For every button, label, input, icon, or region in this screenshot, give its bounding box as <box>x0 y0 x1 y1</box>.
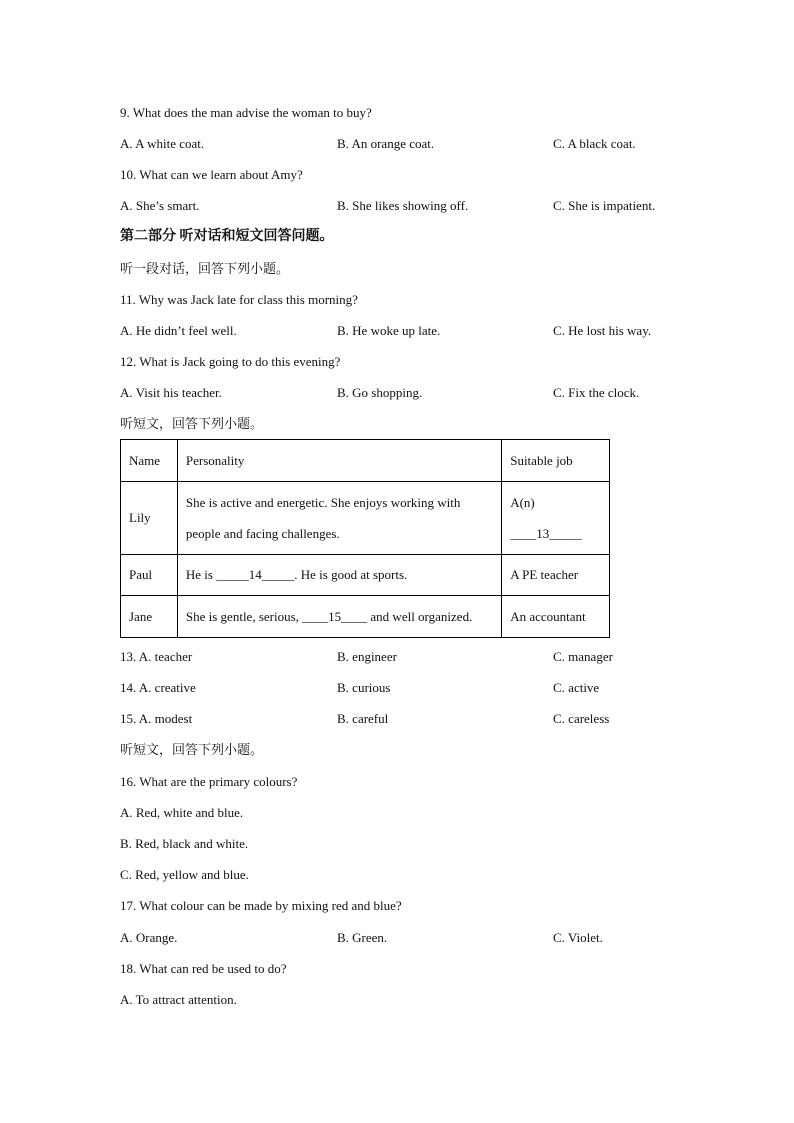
q11-option-a: A. He didn’t feel well. <box>120 323 237 338</box>
header-suitable-job: Suitable job <box>502 440 610 482</box>
header-name: Name <box>121 440 178 482</box>
row-name: Jane <box>121 596 178 638</box>
part2-heading: 第二部分 听对话和短文回答问题。 <box>120 229 334 244</box>
personality-line: She is active and energetic. She enjoys working with <box>185 495 461 510</box>
personality-text: . He is good at sports. <box>294 567 408 582</box>
row-name: Paul <box>121 555 178 596</box>
table-row <box>121 555 610 596</box>
row-job <box>502 482 610 555</box>
q16-option-c: C. Red, yellow and blue. <box>120 867 249 882</box>
q9-option-c: C. A black coat. <box>553 136 636 151</box>
q17-option-a: A. Orange. <box>120 930 178 945</box>
row-personality <box>177 482 501 555</box>
question-18: 18. What can red be used to do? <box>120 961 287 976</box>
blank-15: ____15____ <box>302 608 368 624</box>
blank-14: _____14_____ <box>216 567 295 582</box>
passage2-instruction: 听短文，回答下列小题。 <box>120 742 264 757</box>
table-row <box>121 596 610 638</box>
q12-option-c: C. Fix the clock. <box>553 385 640 400</box>
q13-option-b: B. engineer <box>337 649 397 664</box>
q14-option-b: B. curious <box>337 680 391 695</box>
question-11: 11. Why was Jack late for class this morning? <box>120 292 358 307</box>
q11-option-c: C. He lost his way. <box>553 323 652 338</box>
personality-text: She is gentle, serious, <box>185 608 303 624</box>
row-personality <box>177 596 501 638</box>
question-16: 16. What are the primary colours? <box>120 774 298 789</box>
q12-option-b: B. Go shopping. <box>337 385 423 400</box>
q11-option-b: B. He woke up late. <box>337 323 441 338</box>
passage1-instruction: 听短文，回答下列小题。 <box>120 416 264 431</box>
dialogue-instruction: 听一段对话，回答下列小题。 <box>120 261 290 276</box>
personality-table <box>120 439 610 638</box>
q10-option-c: C. She is impatient. <box>553 198 656 213</box>
q10-option-a: A. She’s smart. <box>120 198 200 213</box>
row-job: An accountant <box>502 596 610 638</box>
q17-option-b: B. Green. <box>337 930 388 945</box>
q14-option-a: 14. A. creative <box>120 680 196 695</box>
q15-option-a: 15. A. modest <box>120 711 193 726</box>
q13-option-c: C. manager <box>553 649 613 664</box>
row-job: A PE teacher <box>502 555 610 596</box>
personality-text: and well organized. <box>367 608 473 624</box>
personality-text: He is <box>185 567 217 582</box>
row-name: Lily <box>121 482 178 555</box>
job-line: A(n) <box>510 495 535 510</box>
q14-option-c: C. active <box>553 680 600 695</box>
q18-option-a: A. To attract attention. <box>120 992 237 1007</box>
job-blank-13: ____13_____ <box>510 526 582 541</box>
q17-option-c: C. Violet. <box>553 930 603 945</box>
q9-option-a: A. A white coat. <box>120 136 205 151</box>
table-row <box>121 482 610 555</box>
row-personality <box>177 555 501 596</box>
question-12: 12. What is Jack going to do this evening? <box>120 354 341 369</box>
q9-option-b: B. An orange coat. <box>337 136 435 151</box>
q16-option-a: A. Red, white and blue. <box>120 805 244 820</box>
q16-option-b: B. Red, black and white. <box>120 836 249 851</box>
q12-option-a: A. Visit his teacher. <box>120 385 222 400</box>
q13-option-a: 13. A. teacher <box>120 649 193 664</box>
question-9: 9. What does the man advise the woman to buy? <box>120 105 372 120</box>
personality-line: people and facing challenges. <box>185 526 340 541</box>
q15-option-b: B. careful <box>337 711 389 726</box>
header-personality: Personality <box>177 440 501 482</box>
q15-option-c: C. careless <box>553 711 610 726</box>
question-10: 10. What can we learn about Amy? <box>120 167 303 182</box>
table-header-row <box>121 440 610 482</box>
question-17: 17. What colour can be made by mixing red and blue? <box>120 898 402 913</box>
q10-option-b: B. She likes showing off. <box>337 198 469 213</box>
